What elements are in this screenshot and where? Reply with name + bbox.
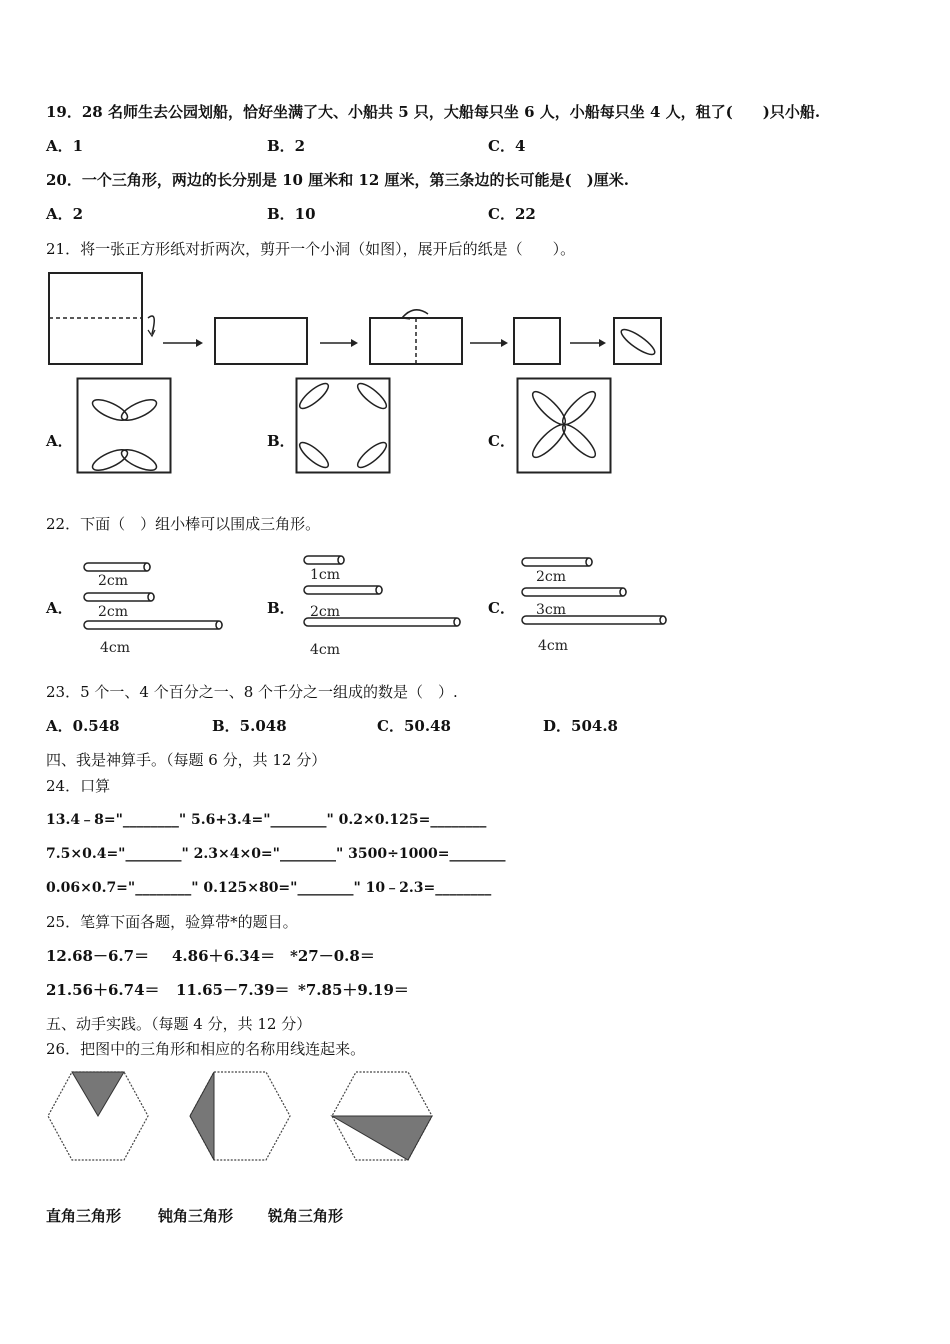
q23-option-b[interactable]: B．5.048 [212, 717, 287, 735]
stick-a1 [84, 563, 150, 571]
q22-option-a[interactable]: A． [46, 599, 73, 617]
q22-text: 22．下面（ ）组小棒可以围成三角形。 [46, 515, 321, 533]
name-right-triangle: 直角三角形 [46, 1207, 122, 1225]
q19-option-a[interactable]: A．1 [46, 137, 84, 155]
q26-hexagon-3[interactable] [330, 1070, 434, 1162]
q22-sticks-group-c[interactable] [518, 552, 678, 658]
q21-folding-diagram [0, 268, 950, 378]
cut-square [614, 318, 661, 364]
q25-title: 25．笔算下面各题，验算带*的题目。 [46, 913, 298, 931]
stick-b3-label: 4cm [310, 642, 341, 658]
q25-item-2-1: 21.56＋6.74＝ [46, 981, 160, 999]
q20-option-a[interactable]: A．2 [46, 205, 84, 223]
shaded-triangle-3 [332, 1116, 432, 1160]
cut-hole [618, 326, 658, 359]
stick-a1-label: 2cm [98, 573, 129, 589]
stick-c2-label: 3cm [536, 602, 567, 618]
stick-b1-label: 1cm [310, 567, 341, 583]
q24-line-2: 7.5×0.4="________" 2.3×4×0="________" 3500÷1000=________ [46, 846, 506, 862]
stick-c1 [522, 558, 592, 566]
shaded-triangle-1 [72, 1072, 124, 1116]
q20-option-c[interactable]: C．22 [488, 205, 536, 223]
q24-line-3: 0.06×0.7="________" 0.125×80="________" 10﹣2.3=________ [46, 880, 492, 896]
q22-option-b[interactable]: B． [267, 599, 295, 617]
q26-hexagon-1[interactable] [46, 1070, 150, 1162]
section5-heading: 五、动手实践。（每题 4 分，共 12 分） [46, 1015, 312, 1033]
section4-heading: 四、我是神算手。（每题 6 分，共 12 分） [46, 751, 327, 769]
stick-a2-label: 2cm [98, 604, 129, 620]
stick-a2 [84, 593, 154, 601]
q22-option-c[interactable]: C． [488, 599, 515, 617]
q19-text: 19．28 名师生去公园划船，恰好坐满了大、小船共 5 只，大船每只坐 6 人，小船每只坐 4 人，租了( )只小船. [46, 103, 821, 121]
q21-option-b[interactable]: B． [267, 432, 295, 450]
q23-option-a[interactable]: A．0.548 [46, 717, 120, 735]
q21-option-c-figure[interactable] [517, 378, 611, 473]
q21-option-a[interactable]: A． [46, 432, 73, 450]
stick-c1-label: 2cm [536, 569, 567, 585]
q24-title: 24．口算 [46, 777, 111, 795]
q25-item-1-3: *27－0.8＝ [290, 947, 375, 965]
q25-item-1-2: 4.86＋6.34＝ [172, 947, 276, 965]
q22-sticks-group-a[interactable] [80, 555, 230, 655]
q25-item-2-3: *7.85＋9.19＝ [298, 981, 409, 999]
stick-c3-label: 4cm [538, 638, 569, 654]
q23-text: 23．5 个一、4 个百分之一、8 个千分之一组成的数是（ ）. [46, 683, 458, 701]
folded-square [514, 318, 560, 364]
q19-option-c[interactable]: C．4 [488, 137, 526, 155]
q24-line-1: 13.4﹣8="________" 5.6+3.4="________" 0.2×0.125=________ [46, 812, 487, 828]
stick-b2 [304, 586, 382, 594]
q25-item-1-1: 12.68－6.7＝ [46, 947, 150, 965]
q21-text: 21．将一张正方形纸对折两次，剪开一个小洞（如图），展开后的纸是（ ）。 [46, 240, 576, 258]
q25-item-2-2: 11.65－7.39＝ [176, 981, 290, 999]
q20-option-b[interactable]: B．10 [267, 205, 316, 223]
q26-title: 26．把图中的三角形和相应的名称用线连起来。 [46, 1040, 366, 1058]
shaded-triangle-2 [190, 1072, 214, 1160]
stick-a3 [84, 621, 222, 629]
q23-option-c[interactable]: C．50.48 [377, 717, 451, 735]
name-obtuse-triangle: 钝角三角形 [158, 1207, 234, 1225]
name-acute-triangle: 锐角三角形 [268, 1207, 344, 1225]
q21-option-b-figure[interactable] [296, 378, 390, 473]
q21-option-a-figure[interactable] [77, 378, 171, 473]
q22-sticks-group-b[interactable] [300, 548, 470, 660]
q26-hexagon-2[interactable] [188, 1070, 292, 1162]
q21-option-c[interactable]: C． [488, 432, 515, 450]
q23-option-d[interactable]: D．504.8 [543, 717, 618, 735]
stick-a3-label: 4cm [100, 640, 131, 656]
q20-text: 20．一个三角形，两边的长分别是 10 厘米和 12 厘米，第三条边的长可能是( )厘米. [46, 171, 629, 189]
q19-option-b[interactable]: B．2 [267, 137, 306, 155]
stick-b2-label: 2cm [310, 604, 341, 620]
folded-rect [215, 318, 307, 364]
stick-c2 [522, 588, 626, 596]
